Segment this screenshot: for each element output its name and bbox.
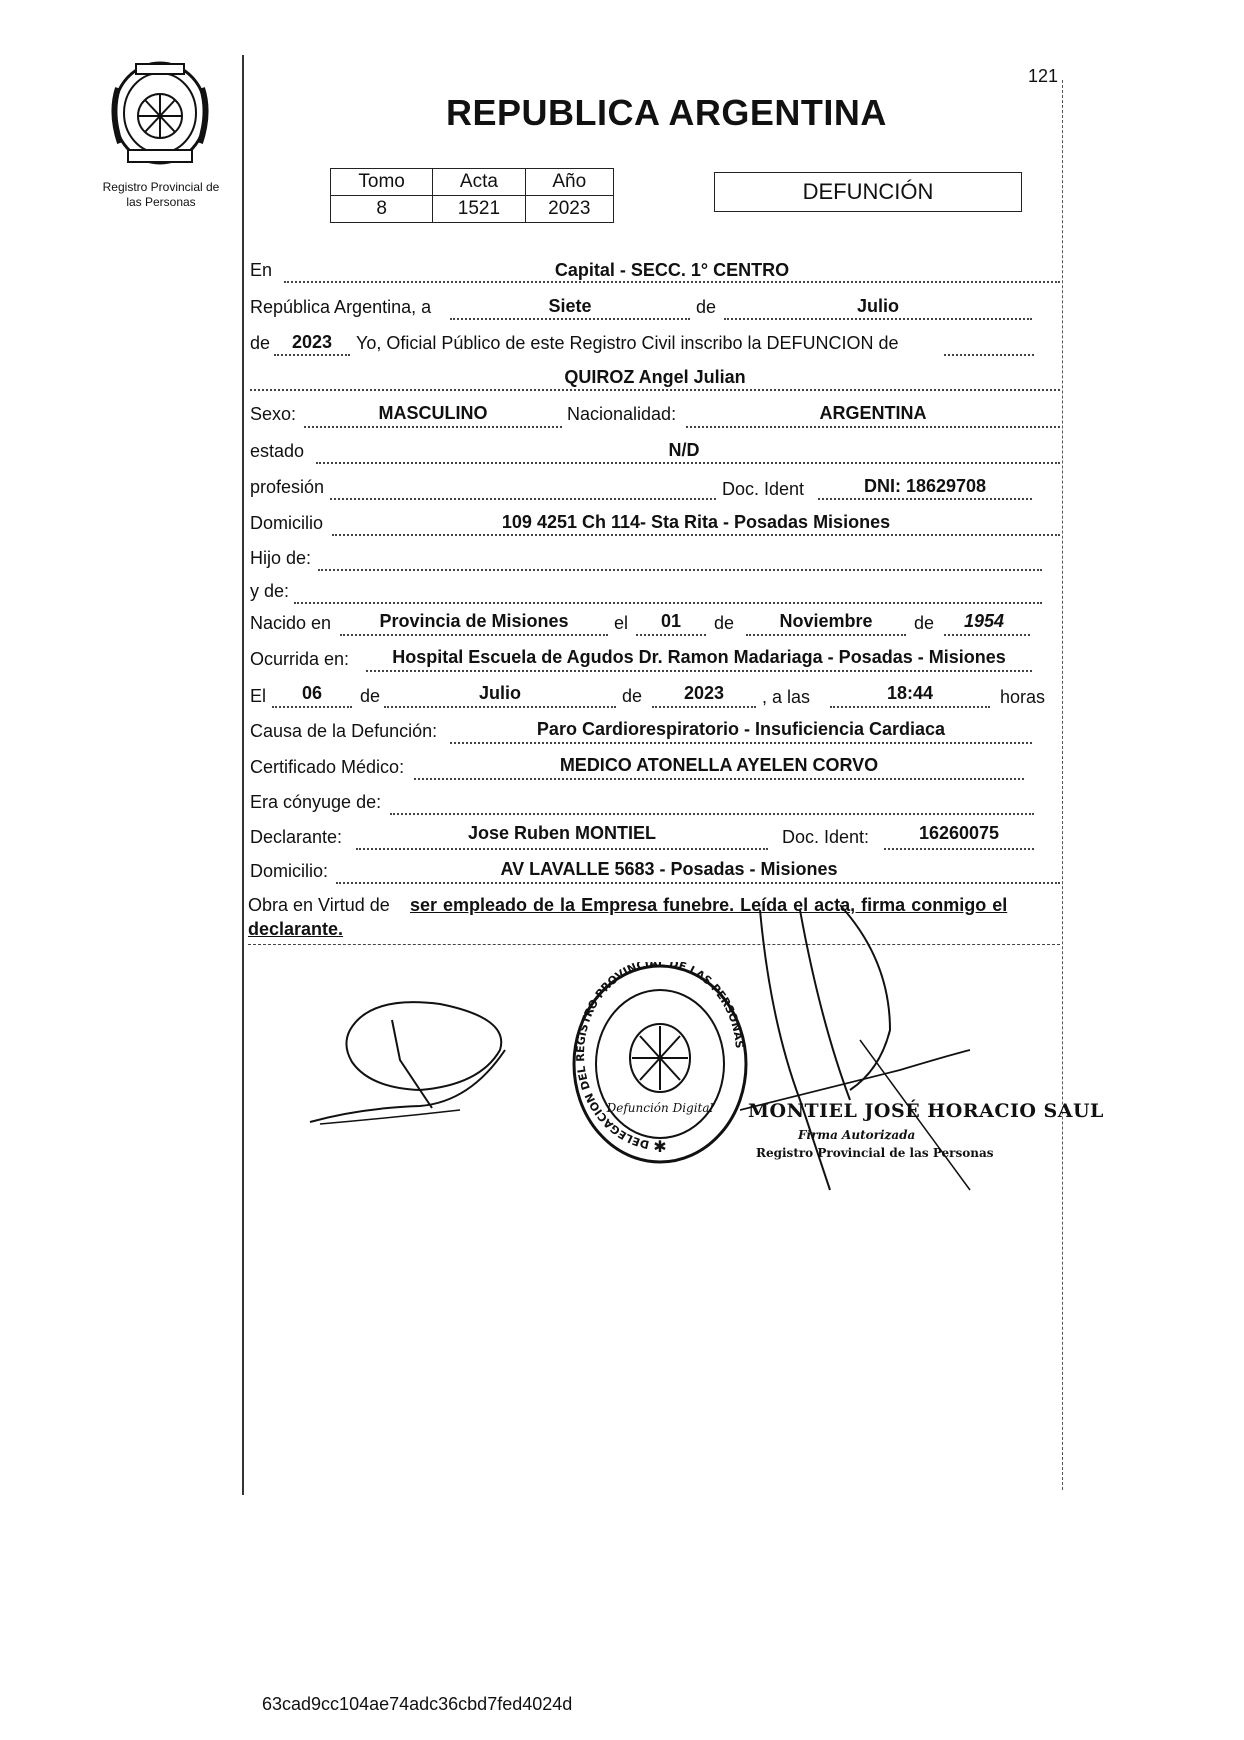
issuer-line-1: Registro Provincial de — [102, 180, 220, 194]
day-value: Siete — [548, 296, 592, 316]
republica-label: República Argentina, a — [250, 297, 432, 317]
ocurrida-dots — [366, 670, 1032, 672]
certificado-dots — [414, 778, 1024, 780]
province-logo — [100, 58, 220, 168]
oficial-dots — [944, 354, 1034, 356]
el-label: el — [614, 613, 629, 633]
sexo-dots — [304, 426, 562, 428]
domicilio-label: Domicilio — [250, 513, 324, 533]
causa-dots — [450, 742, 1032, 744]
register-value-anio: 2023 — [525, 196, 613, 223]
profesion-label: profesión — [250, 477, 325, 497]
death-year: 2023 — [683, 683, 725, 703]
alas-label: , a las — [762, 687, 811, 707]
death-month: Julio — [478, 683, 521, 703]
official-name: MONTIEL JOSÉ HORACIO SAUL — [748, 1100, 1104, 1122]
birth-day: 01 — [660, 611, 682, 631]
certificado-label: Certificado Médico: — [250, 757, 405, 777]
death-year-dots — [652, 706, 756, 708]
nacido-value: Provincia de Misiones — [379, 611, 569, 631]
decl-domicilio-dots — [336, 882, 1060, 884]
register-header-tomo: Tomo — [331, 169, 433, 196]
obra-line-2: declarante. — [248, 919, 344, 939]
en-dots — [284, 281, 1060, 283]
month-dots — [724, 318, 1032, 320]
estado-label: estado — [250, 441, 305, 461]
estado-dots — [316, 462, 1060, 464]
declarante-value: Jose Ruben MONTIEL — [467, 823, 656, 843]
conyuge-label: Era cónyuge de: — [250, 792, 382, 812]
deceased-name: QUIROZ Angel Julian — [564, 367, 746, 387]
official-role: Firma Autorizada — [798, 1128, 916, 1142]
doc-ident-dots — [818, 498, 1032, 500]
stamp-ring-text: DELEGACION DEL REGISTRO PROVINCIAL DE LAS PERSONAS — [573, 962, 746, 1152]
sexo-label: Sexo: — [250, 404, 297, 424]
page-title: REPUBLICA ARGENTINA — [446, 92, 887, 133]
declarante-label: Declarante: — [250, 827, 343, 847]
doc-ident-label: Doc. Ident — [722, 479, 805, 499]
birth-month-dots — [746, 634, 906, 636]
de2-label: de — [250, 333, 271, 353]
left-margin-line — [242, 55, 244, 1495]
hijo-dots — [318, 569, 1042, 571]
birth-year: 1954 — [963, 611, 1005, 631]
doc-ident-value: DNI: 18629708 — [863, 476, 987, 496]
year-value: 2023 — [291, 332, 333, 352]
page-number: 121 — [1028, 66, 1059, 86]
death-de2-label: de — [622, 686, 643, 706]
yde-dots — [294, 602, 1042, 604]
domicilio-value: 109 4251 Ch 114- Sta Rita - Posadas Misiones — [501, 512, 891, 532]
yde-label: y de: — [250, 581, 290, 601]
birth-month: Noviembre — [779, 611, 873, 631]
hijo-label: Hijo de: — [250, 548, 312, 568]
obra-prefix: Obra en Virtud de — [248, 895, 390, 915]
death-de-label: de — [360, 686, 381, 706]
register-value-tomo: 8 — [331, 196, 433, 223]
register-value-row — [331, 196, 614, 223]
decl-domicilio-label: Domicilio: — [250, 861, 329, 881]
estado-value: N/D — [668, 440, 700, 460]
causa-value: Paro Cardiorespiratorio - Insuficiencia Cardiaca — [536, 719, 946, 739]
nacido-dots — [340, 634, 608, 636]
year-dots — [274, 354, 350, 356]
nacido-label: Nacido en — [250, 613, 332, 633]
birth-year-dots — [944, 634, 1030, 636]
oficial-text: Yo, Oficial Público de este Registro Civil inscribo la DEFUNCION de — [356, 333, 899, 353]
register-table — [330, 168, 614, 223]
profesion-dots — [330, 498, 716, 500]
decl-domicilio-value: AV LAVALLE 5683 - Posadas - Misiones — [500, 859, 838, 879]
death-time: 18:44 — [886, 683, 934, 703]
record-type-box: DEFUNCIÓN — [714, 172, 1022, 212]
right-margin-line — [1062, 80, 1063, 1490]
horas-label: horas — [1000, 687, 1046, 707]
register-header-anio: Año — [525, 169, 613, 196]
day-dots — [450, 318, 690, 320]
decl-doc-label: Doc. Ident: — [782, 827, 870, 847]
name-dots — [250, 389, 1060, 391]
official-office: Registro Provincial de las Personas — [756, 1146, 994, 1160]
issuer-name — [86, 180, 236, 210]
month-value: Julio — [856, 296, 899, 316]
birth-day-dots — [636, 634, 706, 636]
decl-doc-dots — [884, 848, 1034, 850]
conyuge-dots — [390, 813, 1034, 815]
nacionalidad-value: ARGENTINA — [819, 403, 927, 423]
causa-label: Causa de la Defunción: — [250, 721, 438, 741]
birth-de-label: de — [714, 613, 735, 633]
en-label: En — [250, 260, 273, 280]
sexo-value: MASCULINO — [378, 403, 488, 423]
register-header-acta: Acta — [433, 169, 525, 196]
declarant-signature — [300, 990, 540, 1130]
nacionalidad-label: Nacionalidad: — [567, 404, 677, 424]
death-day: 06 — [301, 683, 323, 703]
death-month-dots — [384, 706, 616, 708]
register-value-acta: 1521 — [433, 196, 525, 223]
certificado-value: MEDICO ATONELLA AYELEN CORVO — [559, 755, 879, 775]
stamp-inner-text: Defunción Digital — [606, 1101, 714, 1115]
register-header-row — [331, 169, 614, 196]
death-el-label: El — [250, 686, 267, 706]
nacionalidad-dots — [686, 426, 1060, 428]
official-stamp — [570, 962, 750, 1166]
obra-line-1: ser empleado de la Empresa funebre. Leída el acta, firma conmigo el — [410, 895, 1008, 915]
birth-de2-label: de — [914, 613, 935, 633]
declarante-dots — [356, 848, 768, 850]
death-time-dots — [830, 706, 990, 708]
ocurrida-label: Ocurrida en: — [250, 649, 350, 669]
document-hash: 63cad9cc104ae74adc36cbd7fed4024d — [262, 1694, 573, 1714]
death-day-dots — [272, 706, 352, 708]
de-label: de — [696, 297, 717, 317]
en-value: Capital - SECC. 1° CENTRO — [554, 260, 790, 280]
ocurrida-value: Hospital Escuela de Agudos Dr. Ramon Madariaga - Posadas - Misiones — [392, 647, 1006, 667]
issuer-line-2: las Personas — [126, 195, 196, 209]
stamp-star-icon: ✱ — [653, 1139, 667, 1156]
domicilio-dots — [332, 534, 1060, 536]
decl-doc-value: 16260075 — [918, 823, 1000, 843]
